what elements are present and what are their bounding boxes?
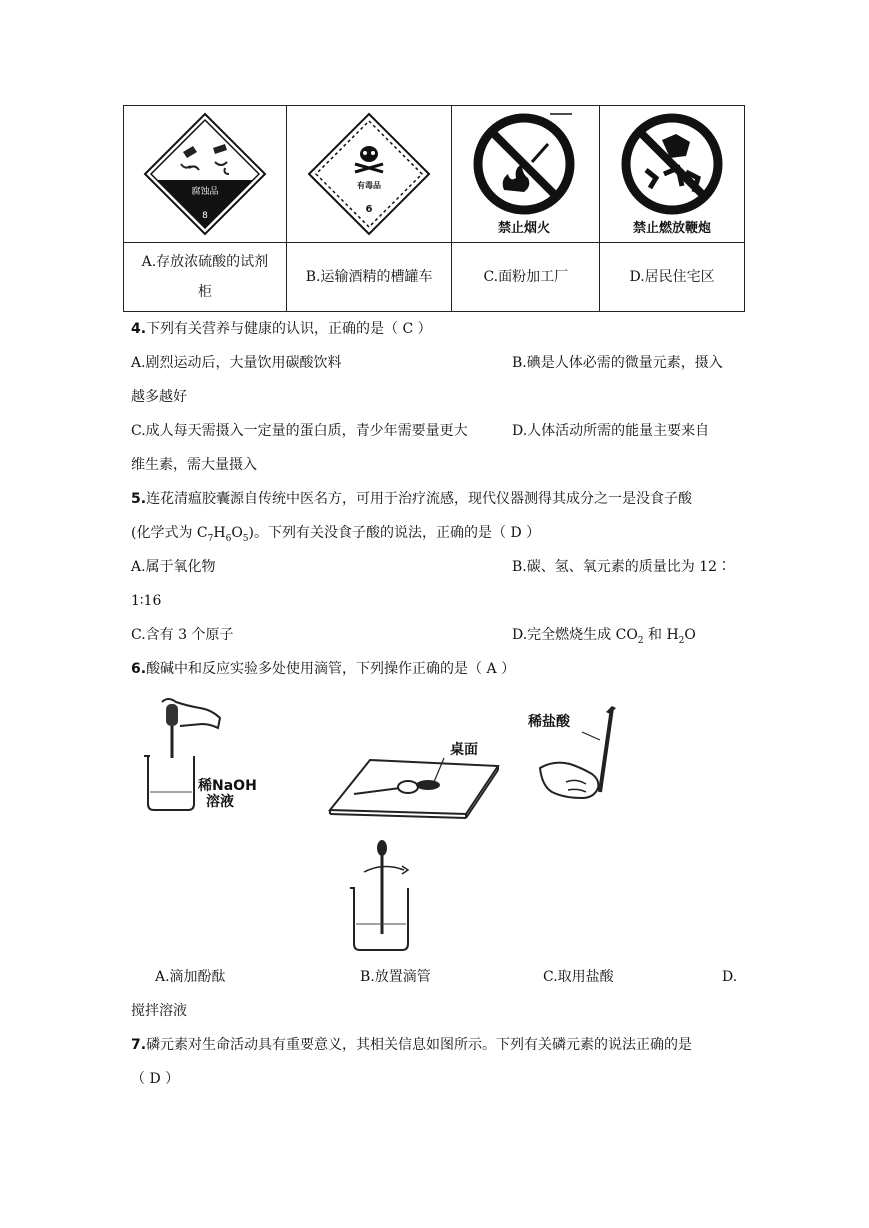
sign-cell-toxic (286, 106, 452, 243)
sign-cell-corrosive (124, 106, 287, 243)
toxic-diamond-icon (307, 112, 431, 236)
q4-option-a: A.剧烈运动后，大量饮用碳酸饮料 (131, 355, 342, 371)
q6-option-b: B.放置滴管 (360, 969, 431, 985)
sign-caption-a: A.存放浓硫酸的试剂 柜 (124, 243, 287, 312)
hazard-sign-table (123, 105, 745, 312)
q6-option-d: D. (722, 969, 738, 985)
figure-b-placing-dropper (326, 740, 506, 820)
svg-text:溶液: 溶液 (206, 794, 234, 810)
q7-stem-cont: （ D ） (131, 1071, 180, 1087)
no-fire-icon (466, 110, 586, 238)
figure-c-taking-acid (526, 702, 646, 810)
q4-option-b-cont: 越多越好 (131, 389, 187, 405)
q5-option-b: B.碳、氢、氧元素的质量比为 12∶ (512, 559, 732, 575)
figure-a-dropping-phenolphthalein (136, 694, 266, 814)
q4-option-b: B.碘是人体必需的微量元素，摄入 (512, 355, 723, 371)
q4-option-d-cont: 维生素，需大量摄入 (131, 457, 257, 473)
svg-text:稀盐酸: 稀盐酸 (528, 714, 570, 730)
figure-d-stirring (344, 838, 424, 958)
q7-stem: 7.磷元素对生命活动具有重要意义，其相关信息如图所示。下列有关磷元素的说法正确的是 (131, 1037, 693, 1053)
q5-option-a: A.属于氧化物 (131, 559, 216, 575)
sign-caption-d: D.居民住宅区 (600, 243, 745, 312)
no-fireworks-icon (612, 110, 732, 238)
q5-option-b-cont: 1∶16 (131, 593, 162, 609)
q5-stem: 5.连花清瘟胶囊源自传统中医名方，可用于治疗流感，现代仪器测得其成分之一是没食子酸 (131, 491, 693, 507)
sign-caption-c: C.面粉加工厂 (452, 243, 600, 312)
sign-text: 禁止燃放鞭炮 (633, 221, 712, 236)
svg-text:8: 8 (202, 211, 208, 221)
sign-text: 腐蚀品 (191, 187, 219, 197)
q6-option-c: C.取用盐酸 (543, 969, 614, 985)
q6-option-a: A.滴加酚酞 (155, 969, 226, 985)
sign-caption-b: B.运输酒精的槽罐车 (286, 243, 452, 312)
sign-cell-no-fireworks (600, 106, 745, 243)
sign-cell-no-fire (452, 106, 600, 243)
svg-text:6: 6 (365, 204, 373, 215)
q5-stem-cont: (化学式为 $C_7H_6O_5$)。下列有关没食子酸的说法，正确的是（ D ） (131, 525, 541, 544)
q4-option-d: D.人体活动所需的能量主要来自 (512, 423, 710, 439)
q6-option-d-cont: 搅拌溶液 (131, 1003, 187, 1019)
q5-option-d: D.完全燃烧生成 $CO_2$ 和 $H_2O$ (512, 627, 696, 646)
sign-text: 有毒品 (357, 181, 382, 190)
q4-option-c: C.成人每天需摄入一定量的蛋白质，青少年需要量更大 (131, 423, 468, 439)
q4-stem: 4.下列有关营养与健康的认识，正确的是（ C ） (131, 321, 432, 337)
svg-text:稀NaOH: 稀NaOH (198, 778, 257, 794)
q5-option-c: C.含有 3 个原子 (131, 627, 234, 643)
sign-text: 禁止烟火 (497, 221, 550, 236)
svg-text:桌面: 桌面 (450, 742, 478, 758)
q6-stem: 6.酸碱中和反应实验多处使用滴管，下列操作正确的是（ A ） (131, 661, 516, 677)
corrosive-diamond-icon (143, 112, 267, 236)
